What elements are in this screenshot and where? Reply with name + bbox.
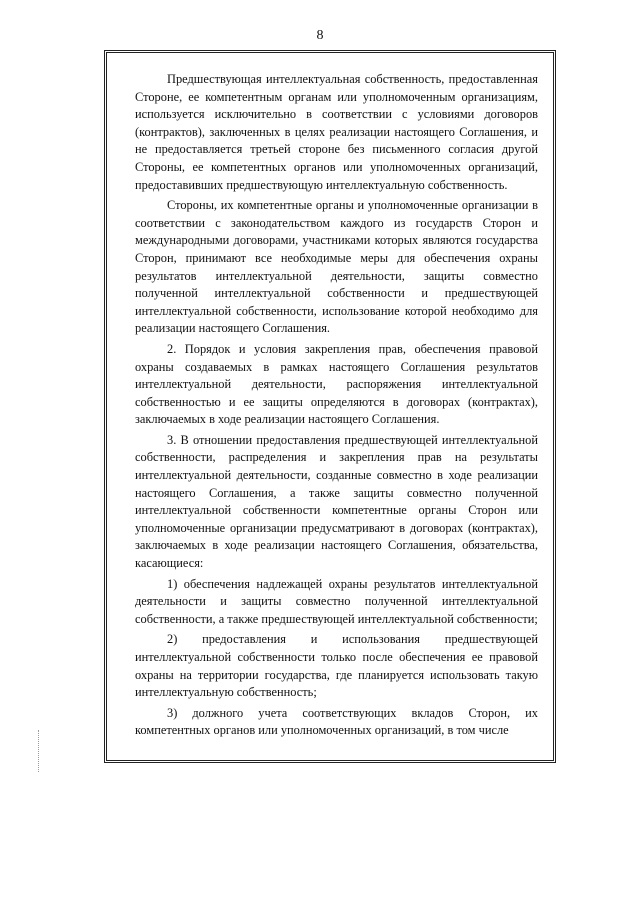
- binding-margin-marks: [38, 730, 42, 772]
- document-body: [135, 71, 538, 740]
- list-item-2: 2) предоставления и использования предшествующей интеллектуальной собственности только после обеспечения ее правовой охраны на территории государства, где планируется использовать такую интеллектуальную собственность;: [135, 632, 538, 700]
- paragraph-protection-measures: Стороны, их компетентные органы и уполномоченные организации в соответствии с законодательством каждого из государств Сторон и международными договорами, участниками которых являются государства Сторон, принимают все необходимые меры для обеспечения охраны результатов интеллектуальной деятельности, защиты совместно полученной интеллектуальной собственности и предшествующей интеллектуальной собственности, использование которой необходимо для реализации настоящего Соглашения.: [135, 198, 538, 336]
- page-number: 8: [316, 28, 324, 43]
- paragraph-clause-3: 3. В отношении предоставления предшествующей интеллектуальной собственности, распределения и закрепления прав на результаты интеллектуальной деятельности, созданные совместно в ходе реализации настоящего Соглашения, а также защиты совместно полученной интеллектуальной собственности компетентные органы Сторон или уполномоченные организации предусматривают в договорах (контрактах), заключаемых в ходе реализации настоящего Соглашения, обязательства, касающиеся:: [135, 432, 538, 571]
- paragraph-prior-ip-usage: Предшествующая интеллектуальная собственность, предоставленная Стороне, ее компетентным органам или уполномоченным организациям, используется исключительно в соответствии с условиями договоров (контрактов), заключенных в целях реализации настоящего Соглашения, и не предоставляется третьей стороне без письменного согласия другой Стороны, ее компетентных органов или уполномоченных организаций, предоставивших предшествующую интеллектуальную собственность.: [135, 72, 538, 192]
- list-item-3: 3) должного учета соответствующих вкладов Сторон, их компетентных органов или уполномоченных организаций, в том числе: [135, 705, 538, 738]
- list-item-1: 1) обеспечения надлежащей охраны результатов интеллектуальной деятельности и защиты совместно полученной интеллектуальной собственности, а также предшествующей интеллектуальной собственности;: [135, 576, 538, 626]
- paragraph-clause-2: 2. Порядок и условия закрепления прав, обеспечения правовой охраны создаваемых в рамках настоящего Соглашения результатов интеллектуальной деятельности, распоряжения интеллектуальной собственностью и ее защиты определяются в договорах (контрактах), заключаемых в ходе реализации настоящего Соглашения.: [135, 341, 538, 427]
